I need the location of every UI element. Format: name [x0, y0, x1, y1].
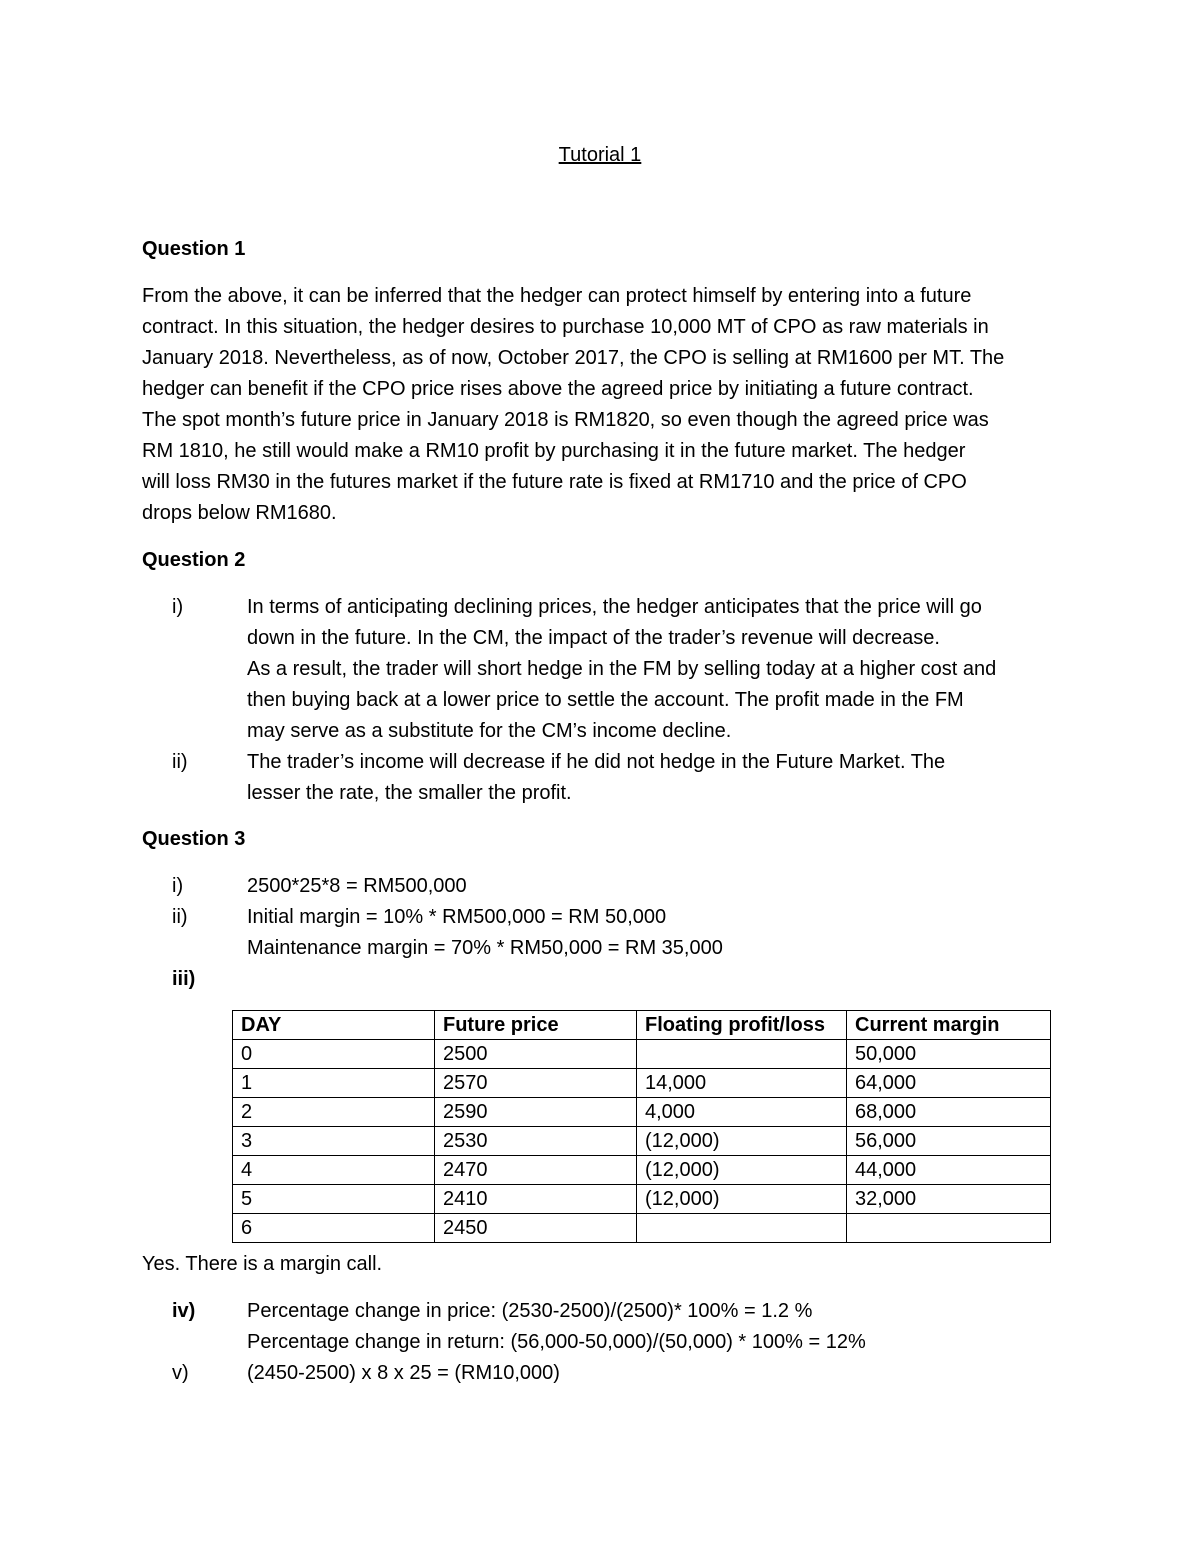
- item-number: i): [172, 875, 184, 897]
- margin-call-statement: Yes. There is a margin call.: [142, 1253, 383, 1275]
- question-1-heading: Question 1: [142, 238, 246, 260]
- item-number: v): [172, 1362, 189, 1384]
- cell-day: 1: [233, 1069, 435, 1098]
- q1-line: The spot month’s future price in January 2018 is RM1820, so even though the agreed price was: [142, 409, 989, 431]
- q2-i-line: may serve as a substitute for the CM’s income decline.: [247, 720, 732, 742]
- cell-floating-profit-loss: [637, 1214, 847, 1243]
- table-row: [233, 1214, 1051, 1243]
- q3-iv-line: Percentage change in price: (2530-2500)/(2500)* 100% = 1.2 %: [247, 1300, 813, 1322]
- q3-v-line: (2450-2500) x 8 x 25 = (RM10,000): [247, 1362, 560, 1384]
- column-header-current-margin: Current margin: [847, 1011, 1051, 1040]
- cell-future-price: 2450: [435, 1214, 637, 1243]
- q2-i-line: In terms of anticipating declining prices, the hedger anticipates that the price will go: [247, 596, 982, 618]
- cell-future-price: 2530: [435, 1127, 637, 1156]
- item-number: ii): [172, 906, 188, 928]
- question-1-answer: [142, 281, 1062, 529]
- cell-floating-profit-loss: [637, 1040, 847, 1069]
- cell-current-margin: 50,000: [847, 1040, 1051, 1069]
- cell-future-price: 2470: [435, 1156, 637, 1185]
- cell-floating-profit-loss: 14,000: [637, 1069, 847, 1098]
- cell-floating-profit-loss: (12,000): [637, 1156, 847, 1185]
- q3-i-line: 2500*25*8 = RM500,000: [247, 875, 467, 897]
- cell-future-price: 2570: [435, 1069, 637, 1098]
- cell-current-margin: 44,000: [847, 1156, 1051, 1185]
- q1-line: January 2018. Nevertheless, as of now, October 2017, the CPO is selling at RM1600 per MT. The: [142, 347, 1005, 369]
- q2-i-line: then buying back at a lower price to settle the account. The profit made in the FM: [247, 689, 964, 711]
- cell-day: 4: [233, 1156, 435, 1185]
- table-row: [233, 1098, 1051, 1127]
- question-3-item-v: [142, 1358, 1062, 1389]
- table-row: [233, 1185, 1051, 1214]
- q2-i-line: down in the future. In the CM, the impact of the trader’s revenue will decrease.: [247, 627, 940, 649]
- table-row: [233, 1040, 1051, 1069]
- cell-day: 2: [233, 1098, 435, 1127]
- cell-current-margin: 56,000: [847, 1127, 1051, 1156]
- q1-line: will loss RM30 in the futures market if the future rate is fixed at RM1710 and the price of CPO: [142, 471, 967, 493]
- column-header-day: DAY: [233, 1011, 435, 1040]
- q1-line: From the above, it can be inferred that the hedger can protect himself by entering into a future: [142, 285, 972, 307]
- item-number: iv): [172, 1300, 196, 1322]
- question-3-item-iv: [142, 1296, 1062, 1358]
- column-header-floating-profit-loss: Floating profit/loss: [637, 1011, 847, 1040]
- cell-current-margin: 68,000: [847, 1098, 1051, 1127]
- cell-future-price: 2590: [435, 1098, 637, 1127]
- item-number: iii): [172, 968, 196, 990]
- q2-ii-line: lesser the rate, the smaller the profit.: [247, 782, 572, 804]
- q1-line: contract. In this situation, the hedger desires to purchase 10,000 MT of CPO as raw materials in: [142, 316, 989, 338]
- question-3-heading: Question 3: [142, 828, 246, 850]
- cell-floating-profit-loss: 4,000: [637, 1098, 847, 1127]
- document-title: Tutorial 1: [558, 144, 642, 166]
- cell-current-margin: 32,000: [847, 1185, 1051, 1214]
- cell-current-margin: [847, 1214, 1051, 1243]
- cell-floating-profit-loss: (12,000): [637, 1127, 847, 1156]
- cell-day: 0: [233, 1040, 435, 1069]
- cell-future-price: 2500: [435, 1040, 637, 1069]
- q3-iv-line: Percentage change in return: (56,000-50,000)/(50,000) * 100% = 12%: [247, 1331, 866, 1353]
- q2-ii-line: The trader’s income will decrease if he did not hedge in the Future Market. The: [247, 751, 946, 773]
- q3-ii-line: Maintenance margin = 70% * RM50,000 = RM 35,000: [247, 937, 723, 959]
- cell-day: 3: [233, 1127, 435, 1156]
- cell-day: 5: [233, 1185, 435, 1214]
- table-row: [233, 1156, 1051, 1185]
- q1-line: drops below RM1680.: [142, 502, 337, 524]
- cell-floating-profit-loss: (12,000): [637, 1185, 847, 1214]
- q2-i-line: As a result, the trader will short hedge in the FM by selling today at a higher cost and: [247, 658, 997, 680]
- q1-line: RM 1810, he still would make a RM10 profit by purchasing it in the future market. The hedger: [142, 440, 966, 462]
- table-header-row: [233, 1011, 1051, 1040]
- cell-current-margin: 64,000: [847, 1069, 1051, 1098]
- item-number: i): [172, 596, 184, 618]
- question-2-item-ii: [142, 747, 1062, 809]
- cell-future-price: 2410: [435, 1185, 637, 1214]
- column-header-future-price: Future price: [435, 1011, 637, 1040]
- item-number: ii): [172, 751, 188, 773]
- q1-line: hedger can benefit if the CPO price rises above the agreed price by initiating a future contract.: [142, 378, 974, 400]
- question-3-item-ii: [142, 902, 1062, 964]
- table-row: [233, 1127, 1051, 1156]
- question-2-heading: Question 2: [142, 549, 246, 571]
- question-3-item-i: [142, 871, 1062, 902]
- cell-day: 6: [233, 1214, 435, 1243]
- margin-table: [232, 1010, 1051, 1243]
- question-2-item-i: [142, 592, 1062, 747]
- q3-ii-line: Initial margin = 10% * RM500,000 = RM 50,000: [247, 906, 667, 928]
- table-row: [233, 1069, 1051, 1098]
